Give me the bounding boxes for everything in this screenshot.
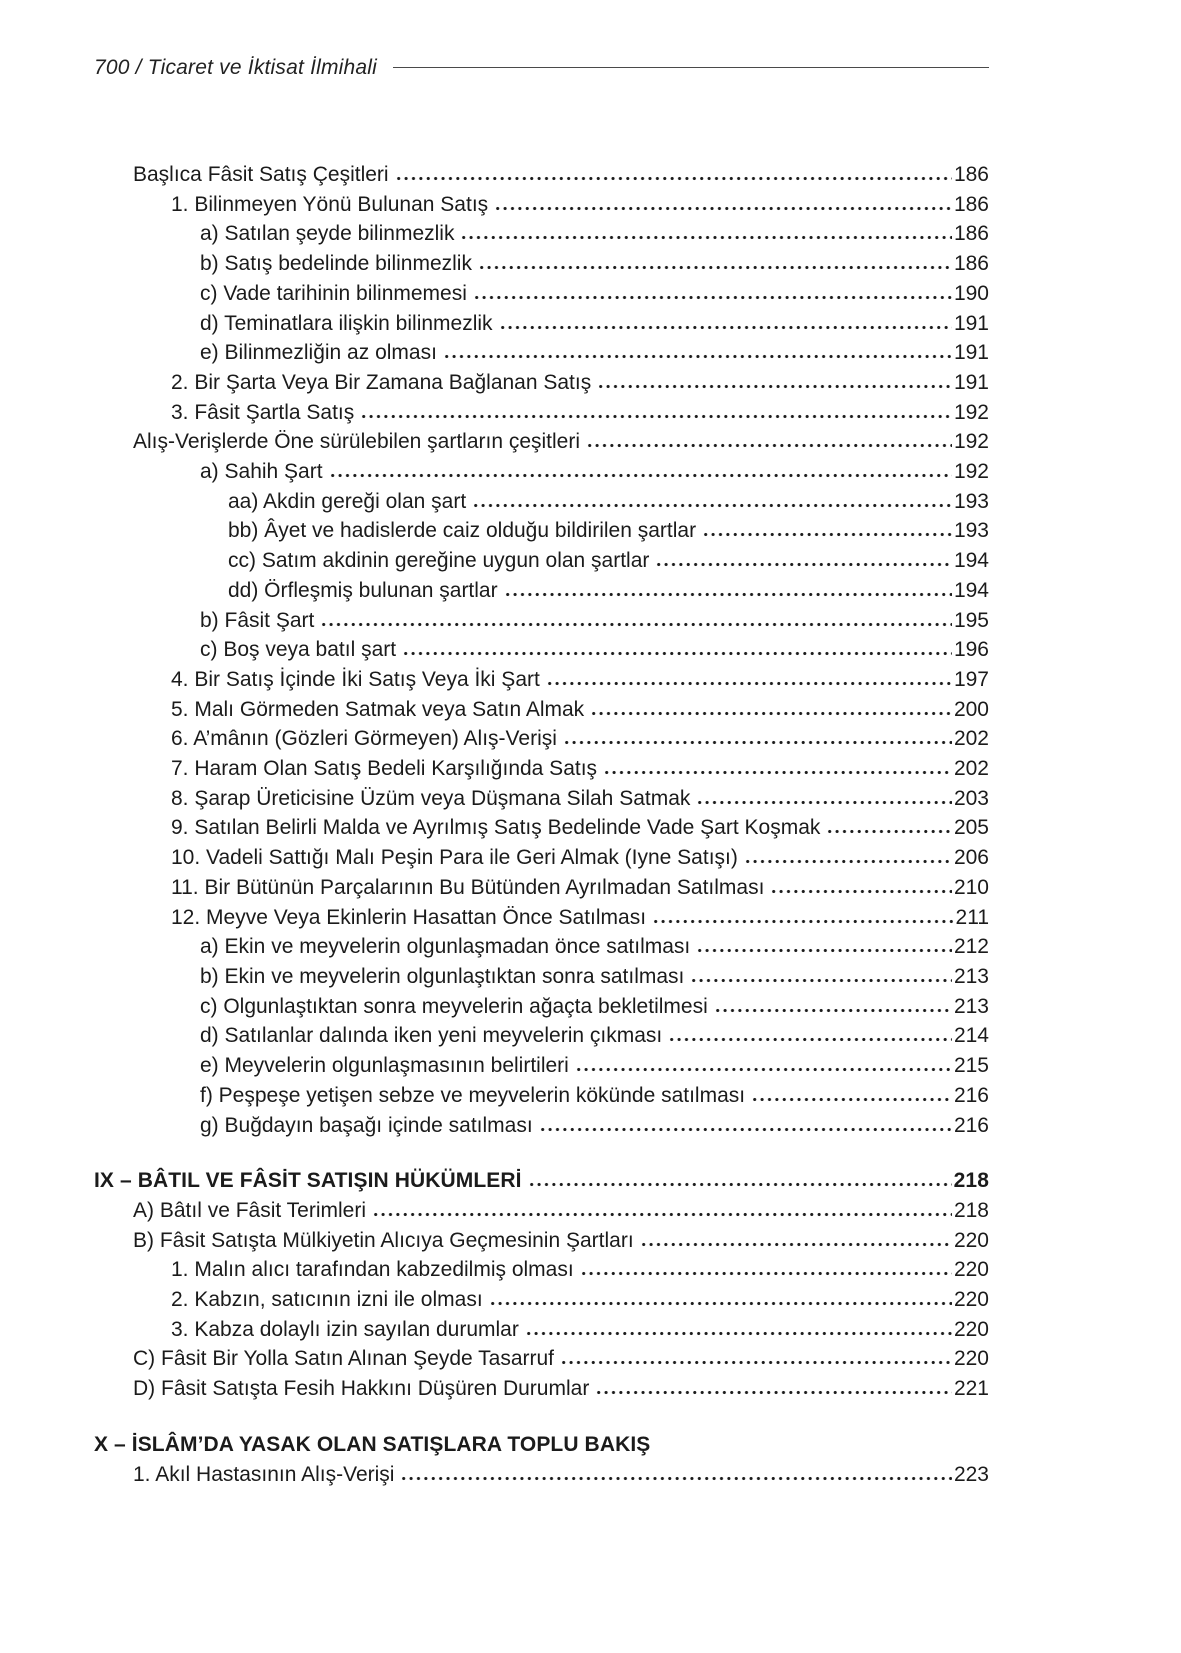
toc-entry-page: 200 xyxy=(953,697,989,721)
toc-entry xyxy=(94,1051,989,1081)
dot-leader xyxy=(714,1008,952,1013)
toc-entry-label: a) Ekin ve meyvelerin olgunlaşmadan önce satılması xyxy=(200,935,691,959)
toc-entry-label: b) Satış bedelinde bilinmezlik xyxy=(200,252,472,276)
toc-entry-page: 206 xyxy=(953,846,989,870)
toc-entry xyxy=(94,606,989,636)
toc-entry-label: X – İSLÂM’DA YASAK OLAN SATIŞLARA TOPLU BAKIŞ xyxy=(94,1432,651,1456)
toc-entry-page: 205 xyxy=(953,816,989,840)
toc-entry-label: C) Fâsit Bir Yolla Satın Alınan Şeyde Tasarruf xyxy=(133,1347,555,1371)
dot-leader xyxy=(595,1390,952,1395)
dot-leader xyxy=(400,1476,952,1481)
dot-leader xyxy=(580,1271,952,1276)
toc-entry-label: 5. Malı Görmeden Satmak veya Satın Almak xyxy=(171,697,585,721)
toc-entry xyxy=(94,1315,989,1345)
dot-leader xyxy=(696,948,952,953)
toc-entry-page: 190 xyxy=(953,281,989,305)
dot-leader xyxy=(690,978,952,983)
toc-entry-label: a) Satılan şeyde bilinmezlik xyxy=(200,222,455,246)
toc-entry-page: 192 xyxy=(953,400,989,424)
toc-entry-page: 221 xyxy=(953,1377,989,1401)
toc-entry xyxy=(94,338,989,368)
toc-entry-page: 203 xyxy=(953,786,989,810)
toc-entry xyxy=(94,1021,989,1051)
dot-leader xyxy=(320,622,952,627)
toc-entry-label: 9. Satılan Belirli Malda ve Ayrılmış Satış Bedelinde Vade Şart Koşmak xyxy=(171,816,821,840)
toc-entry xyxy=(94,219,989,249)
dot-leader xyxy=(744,859,952,864)
toc-entry-page: 202 xyxy=(953,727,989,751)
toc-entry-label: 1. Bilinmeyen Yönü Bulunan Satış xyxy=(171,192,489,216)
toc-entry-label: g) Buğdayın başağı içinde satılması xyxy=(200,1113,533,1137)
toc-entry xyxy=(94,1111,989,1141)
toc-entry xyxy=(94,309,989,339)
dot-leader xyxy=(560,1360,952,1365)
toc-entry-label: bb) Âyet ve hadislerde caiz olduğu bildirilen şartlar xyxy=(228,519,697,543)
dot-leader xyxy=(652,919,953,924)
dot-leader xyxy=(702,532,952,537)
toc-entry xyxy=(94,398,989,428)
dot-leader xyxy=(504,592,952,597)
toc-entry xyxy=(94,1166,989,1196)
toc-entry-page: 191 xyxy=(953,311,989,335)
dot-leader xyxy=(563,740,952,745)
toc-entry xyxy=(94,1430,989,1460)
toc-entry-page: 211 xyxy=(955,905,989,929)
dot-leader xyxy=(528,1182,952,1187)
toc-entry-label: 3. Kabza dolaylı izin sayılan durumlar xyxy=(171,1317,519,1341)
toc-entry-label: c) Olgunlaştıktan sonra meyvelerin ağaçta bekletilmesi xyxy=(200,994,708,1018)
dot-leader xyxy=(770,889,952,894)
toc-entry-page: 186 xyxy=(953,192,989,216)
toc-entry xyxy=(94,1374,989,1404)
toc-entry-label: 10. Vadeli Sattığı Malı Peşin Para ile Geri Almak (Iyne Satışı) xyxy=(171,846,738,870)
toc-entry-label: f) Peşpeşe yetişen sebze ve meyvelerin kökünde satılması xyxy=(200,1083,746,1107)
toc-entry-page: 186 xyxy=(953,222,989,246)
toc-entry-label: 1. Akıl Hastasının Alış-Verişi xyxy=(133,1462,395,1486)
toc-entry-page: 210 xyxy=(953,875,989,899)
toc-entry-label: Alış-Verişlerde Öne sürülebilen şartların çeşitleri xyxy=(133,430,581,454)
dot-leader xyxy=(499,325,952,330)
toc-entry-page: 216 xyxy=(953,1083,989,1107)
toc-entry-page: 191 xyxy=(953,370,989,394)
toc-entry-page: 220 xyxy=(953,1347,989,1371)
toc-entry xyxy=(94,1196,989,1226)
toc-entry-page: 194 xyxy=(953,578,989,602)
toc-entry xyxy=(94,724,989,754)
toc-entry xyxy=(94,962,989,992)
page-header xyxy=(94,56,989,80)
toc-entry-label: D) Fâsit Satışta Fesih Hakkını Düşüren Durumlar xyxy=(133,1377,590,1401)
toc-entry-label: b) Fâsit Şart xyxy=(200,608,315,632)
dot-leader xyxy=(586,443,952,448)
toc-entry xyxy=(94,516,989,546)
toc-entry-label: cc) Satım akdinin gereğine uygun olan şartlar xyxy=(228,549,650,573)
toc-entry xyxy=(94,873,989,903)
toc-entry-page: 194 xyxy=(953,549,989,573)
dot-leader xyxy=(575,1067,952,1072)
page-number: 700 xyxy=(94,56,130,79)
dot-leader xyxy=(489,1301,952,1306)
toc-entry-page: 186 xyxy=(953,163,989,186)
dot-leader xyxy=(668,1037,952,1042)
toc-entry xyxy=(94,190,989,220)
dot-leader xyxy=(640,1242,952,1247)
toc-entry-label: e) Bilinmezliğin az olması xyxy=(200,341,437,365)
toc-entry-label: B) Fâsit Satışta Mülkiyetin Alıcıya Geçmesinin Şartları xyxy=(133,1228,634,1252)
toc-entry-page: 193 xyxy=(953,489,989,513)
toc-entry xyxy=(94,1255,989,1285)
toc-entry-page: 186 xyxy=(953,252,989,276)
dot-leader xyxy=(696,800,952,805)
toc-entry xyxy=(94,754,989,784)
dot-leader xyxy=(443,354,952,359)
header-rule xyxy=(393,67,989,68)
dot-leader xyxy=(473,295,952,300)
toc-entry-label: d) Teminatlara ilişkin bilinmezlik xyxy=(200,311,493,335)
toc-entry-page: 202 xyxy=(953,757,989,781)
toc-entry-label: c) Boş veya batıl şart xyxy=(200,638,397,662)
toc-entry-page: 220 xyxy=(953,1258,989,1282)
toc-entry-page: 218 xyxy=(953,1198,989,1222)
header-divider: / xyxy=(129,56,148,79)
toc-entry-label: e) Meyvelerin olgunlaşmasının belirtileri xyxy=(200,1054,569,1078)
dot-leader xyxy=(460,235,952,240)
toc-entry xyxy=(94,843,989,873)
dot-leader xyxy=(590,711,952,716)
dot-leader xyxy=(478,265,952,270)
toc-entry xyxy=(94,903,989,933)
dot-leader xyxy=(402,651,952,656)
dot-leader xyxy=(539,1127,952,1132)
toc-entry-page: 223 xyxy=(953,1462,989,1486)
toc-entry-label: b) Ekin ve meyvelerin olgunlaştıktan sonra satılması xyxy=(200,964,685,988)
toc-entry xyxy=(94,1081,989,1111)
toc-entry-page: 212 xyxy=(953,935,989,959)
toc-entry-label: 12. Meyve Veya Ekinlerin Hasattan Önce Satılması xyxy=(171,905,647,929)
dot-leader xyxy=(494,206,952,211)
toc-entry xyxy=(94,695,989,725)
toc-entry-label: c) Vade tarihinin bilinmemesi xyxy=(200,281,467,305)
toc-entry-page: 215 xyxy=(953,1054,989,1078)
dot-leader xyxy=(360,414,952,419)
toc-entry xyxy=(94,784,989,814)
dot-leader xyxy=(329,473,952,478)
toc-entry-page: 192 xyxy=(953,430,989,454)
toc-entry xyxy=(94,576,989,606)
dot-leader xyxy=(372,1212,952,1217)
toc-entry-label: 1. Malın alıcı tarafından kabzedilmiş olması xyxy=(171,1258,574,1282)
toc-entry-page: 218 xyxy=(953,1169,989,1193)
toc-entry-page: 216 xyxy=(953,1113,989,1137)
toc-entry-label: 2. Bir Şarta Veya Bir Zamana Bağlanan Satış xyxy=(171,370,592,394)
toc-entry-page: 197 xyxy=(953,667,989,691)
toc-entry-page: 213 xyxy=(953,994,989,1018)
toc-entry xyxy=(94,1226,989,1256)
toc-entry xyxy=(94,249,989,279)
toc-entry xyxy=(94,635,989,665)
toc-entry-page: 214 xyxy=(953,1024,989,1048)
dot-leader xyxy=(472,503,952,508)
dot-leader xyxy=(525,1331,952,1336)
toc-entry xyxy=(94,427,989,457)
toc-entry-label: Başlıca Fâsit Satış Çeşitleri xyxy=(133,163,389,186)
toc-entry-label: 6. A’mânın (Gözleri Görmeyen) Alış-Verişi xyxy=(171,727,557,751)
toc-entry xyxy=(94,1344,989,1374)
toc-entry xyxy=(94,1285,989,1315)
toc-entry xyxy=(94,665,989,695)
dot-leader xyxy=(826,829,952,834)
dot-leader xyxy=(395,176,952,181)
table-of-contents xyxy=(94,160,989,1489)
toc-entry-label: A) Bâtıl ve Fâsit Terimleri xyxy=(133,1198,366,1222)
dot-leader xyxy=(603,770,952,775)
toc-entry xyxy=(94,1460,989,1490)
toc-entry-label: aa) Akdin gereği olan şart xyxy=(228,489,467,513)
toc-entry-label: 7. Haram Olan Satış Bedeli Karşılığında Satış xyxy=(171,757,598,781)
toc-entry-label: 11. Bir Bütünün Parçalarının Bu Bütünden Ayrılmadan Satılması xyxy=(171,875,765,899)
toc-entry xyxy=(94,368,989,398)
toc-entry-label: 2. Kabzın, satıcının izni ile olması xyxy=(171,1288,483,1312)
toc-entry-page: 191 xyxy=(953,341,989,365)
toc-entry xyxy=(94,487,989,517)
toc-entry-label: dd) Örfleşmiş bulunan şartlar xyxy=(228,578,498,602)
toc-entry xyxy=(94,279,989,309)
toc-entry-page: 195 xyxy=(953,608,989,632)
toc-entry xyxy=(94,160,989,190)
toc-entry xyxy=(94,813,989,843)
book-title: Ticaret ve İktisat İlmihali xyxy=(147,56,378,79)
dot-leader xyxy=(597,384,952,389)
dot-leader xyxy=(751,1097,952,1102)
toc-entry-label: 8. Şarap Üreticisine Üzüm veya Düşmana Silah Satmak xyxy=(171,786,691,810)
toc-entry xyxy=(94,457,989,487)
toc-entry-page: 213 xyxy=(953,964,989,988)
toc-entry-label: 4. Bir Satış İçinde İki Satış Veya İki Şart xyxy=(171,667,540,691)
toc-entry xyxy=(94,546,989,576)
toc-entry xyxy=(94,932,989,962)
toc-entry-page: 220 xyxy=(953,1228,989,1252)
toc-entry-label: a) Sahih Şart xyxy=(200,460,323,484)
toc-entry xyxy=(94,992,989,1022)
running-head xyxy=(94,56,377,80)
toc-entry-label: 3. Fâsit Şartla Satış xyxy=(171,400,355,424)
dot-leader xyxy=(655,562,952,567)
dot-leader xyxy=(546,681,952,686)
toc-entry-page: 193 xyxy=(953,519,989,543)
toc-entry-label: IX – BÂTIL VE FÂSİT SATIŞIN HÜKÜMLERİ xyxy=(94,1169,522,1193)
toc-entry-page: 220 xyxy=(953,1317,989,1341)
toc-entry-page: 196 xyxy=(953,638,989,662)
toc-entry-label: d) Satılanlar dalında iken yeni meyvelerin çıkması xyxy=(200,1024,663,1048)
toc-entry-page: 192 xyxy=(953,460,989,484)
toc-entry-page: 220 xyxy=(953,1288,989,1312)
